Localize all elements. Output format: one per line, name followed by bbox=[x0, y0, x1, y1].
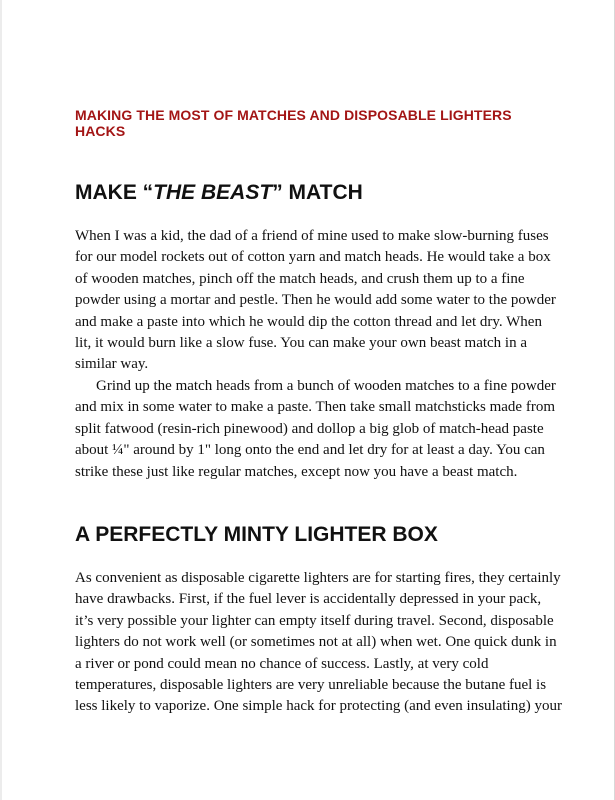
text-line: When I was a kid, the dad of a friend of mine used to make slow-burning fuses bbox=[75, 228, 549, 244]
heading-italic: THE BEAST bbox=[153, 181, 273, 204]
text-line: a river or pond could mean no chance of success. Lastly, at very cold bbox=[75, 655, 489, 672]
text-line: split fatwood (resin-rich pinewood) and dollop a big glob of match-head paste bbox=[75, 420, 544, 437]
heading-suffix: ” MATCH bbox=[272, 181, 363, 204]
text-line: As convenient as disposable cigarette lighters are for starting fires, they certainly bbox=[75, 570, 561, 586]
text-line: Grind up the match heads from a bunch of wooden matches to a fine powder bbox=[96, 378, 556, 394]
text-line: it’s very possible your lighter can empty itself during travel. Second, disposable bbox=[75, 612, 554, 629]
text-line: for our model rockets out of cotton yarn and match heads. He would take a box bbox=[75, 249, 551, 266]
text-line: lighters do not work well (or sometimes not at all) when wet. One quick dunk in bbox=[75, 634, 557, 651]
text-line: have drawbacks. First, if the fuel lever is accidentally depressed in your pack, bbox=[75, 591, 542, 608]
heading-prefix: MAKE “ bbox=[75, 181, 154, 204]
text-line: lit, it would burn like a slow fuse. You can make your own beast match in a bbox=[75, 335, 528, 352]
running-header bbox=[75, 107, 545, 139]
text-line: of wooden matches, pinch off the match heads, and crush them up to a fine bbox=[75, 270, 525, 287]
section-heading-beast-match bbox=[75, 181, 555, 205]
text-line: powder using a mortar and pestle. Then he would add some water to the powder bbox=[75, 292, 556, 309]
text-line: and make a paste into which he would dip the cotton thread and let dry. When bbox=[75, 313, 542, 330]
running-header-line-2: HACKS bbox=[75, 123, 126, 139]
running-header-line-1: MAKING THE MOST OF MATCHES AND DISPOSABLE LIGHTERS bbox=[75, 107, 512, 123]
section-heading-minty-lighter-box: A PERFECTLY MINTY LIGHTER BOX bbox=[75, 523, 438, 546]
lighter-box-paragraph-1 bbox=[75, 568, 562, 718]
text-line: strike these just like regular matches, except now you have a beast match. bbox=[75, 463, 518, 480]
text-line: temperatures, disposable lighters are very unreliable because the butane fuel is bbox=[75, 677, 547, 694]
beast-match-paragraph-2 bbox=[75, 376, 556, 483]
text-line: and mix in some water to make a paste. Then take small matchsticks made from bbox=[75, 399, 555, 416]
beast-match-paragraph-1 bbox=[75, 226, 556, 376]
text-line: about ¼" around by 1" long onto the end and let dry for at least a day. You can bbox=[75, 442, 545, 459]
text-line: similar way. bbox=[75, 356, 149, 373]
text-line: less likely to vaporize. One simple hack for protecting (and even insulating) your bbox=[75, 698, 562, 715]
